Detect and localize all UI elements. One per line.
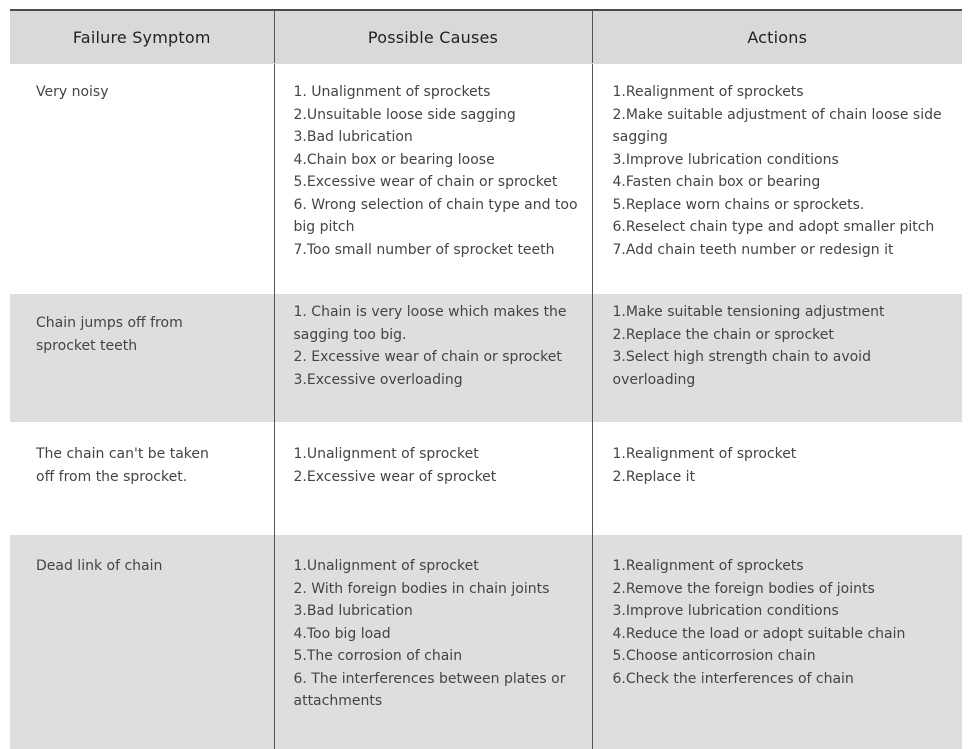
cause-item: 6. Wrong selection of chain type and too big pitch (293, 196, 578, 235)
action-item: 5.Replace worn chains or sprockets. (612, 196, 865, 213)
symptom-cell (10, 535, 274, 749)
cause-item: 2. Excessive wear of chain or sprocket (293, 349, 562, 365)
action-item: 6.Check the interferences of chain (612, 670, 854, 687)
action-item: 5.Choose anticorrosion chain (612, 648, 816, 664)
actions-cell (592, 64, 962, 295)
symptom-text: Chain jumps off from sprocket teeth (36, 315, 183, 354)
cause-item: 3.Bad lubrication (293, 129, 413, 145)
causes-list (294, 443, 582, 488)
table-row (10, 64, 962, 295)
cause-item: 1. Unalignment of sprockets (293, 84, 491, 100)
header-failure-symptom: Failure Symptom (10, 10, 274, 64)
symptom-cell (10, 294, 274, 422)
troubleshooting-table (10, 9, 962, 749)
causes-list (294, 81, 582, 261)
cause-item: 2.Excessive wear of sprocket (293, 468, 497, 485)
causes-cell (274, 422, 592, 535)
action-item: 6.Reselect chain type and adopt smaller pitch (612, 219, 935, 235)
actions-cell (592, 422, 962, 535)
action-item: 1.Make suitable tensioning adjustment (612, 304, 885, 320)
cause-item: 4.Chain box or bearing loose (293, 151, 495, 168)
causes-cell (274, 64, 592, 295)
cause-item: 5.The corrosion of chain (293, 648, 463, 664)
symptom-text: Dead link of chain (36, 558, 163, 574)
header-actions: Actions (592, 10, 962, 64)
causes-list (294, 301, 582, 391)
cause-item: 2.Unsuitable loose side sagging (293, 106, 516, 123)
cause-item: 7.Too small number of sprocket teeth (293, 241, 555, 258)
action-item: 3.Improve lubrication conditions (612, 151, 839, 168)
symptom-text: Very noisy (36, 84, 109, 100)
causes-cell (274, 294, 592, 422)
action-item: 2.Replace it (612, 468, 696, 485)
actions-list (613, 81, 953, 261)
actions-list (613, 555, 953, 690)
table-row (10, 422, 962, 535)
action-item: 7.Add chain teeth number or redesign it (612, 241, 894, 258)
cause-item: 1.Unalignment of sprocket (293, 558, 479, 574)
actions-cell (592, 294, 962, 422)
action-item: 1.Realignment of sprocket (612, 446, 797, 462)
action-item: 3.Select high strength chain to avoid overloading (612, 349, 871, 388)
action-item: 4.Fasten chain box or bearing (612, 174, 821, 190)
action-item: 2.Replace the chain or sprocket (612, 326, 834, 343)
cause-item: 2. With foreign bodies in chain joints (293, 580, 550, 597)
cause-item: 4.Too big load (293, 625, 391, 642)
cause-item: 1. Chain is very loose which makes the sagging too big. (293, 304, 567, 343)
cause-item: 1.Unalignment of sprocket (293, 446, 479, 462)
symptom-cell (10, 422, 274, 535)
table-row (10, 294, 962, 422)
cause-item: 5.Excessive wear of chain or sprocket (293, 174, 558, 190)
actions-list (613, 301, 953, 391)
header-possible-causes: Possible Causes (274, 10, 592, 64)
actions-cell (592, 535, 962, 749)
action-item: 1.Realignment of sprockets (612, 558, 804, 574)
cause-item: 3.Bad lubrication (293, 603, 413, 619)
header-row (10, 10, 962, 64)
cause-item: 6. The interferences between plates or attachments (293, 670, 566, 709)
action-item: 1.Realignment of sprockets (612, 84, 804, 100)
action-item: 3.Improve lubrication conditions (612, 603, 839, 619)
table-row (10, 535, 962, 749)
symptom-cell (10, 64, 274, 295)
causes-cell (274, 535, 592, 749)
action-item: 2.Remove the foreign bodies of joints (612, 580, 875, 597)
action-item: 2.Make suitable adjustment of chain loose side sagging (612, 106, 942, 145)
actions-list (613, 443, 953, 488)
action-item: 4.Reduce the load or adopt suitable chain (612, 625, 906, 642)
cause-item: 3.Excessive overloading (293, 371, 463, 388)
symptom-text: The chain can't be taken off from the sprocket. (36, 446, 209, 485)
causes-list (294, 555, 582, 713)
